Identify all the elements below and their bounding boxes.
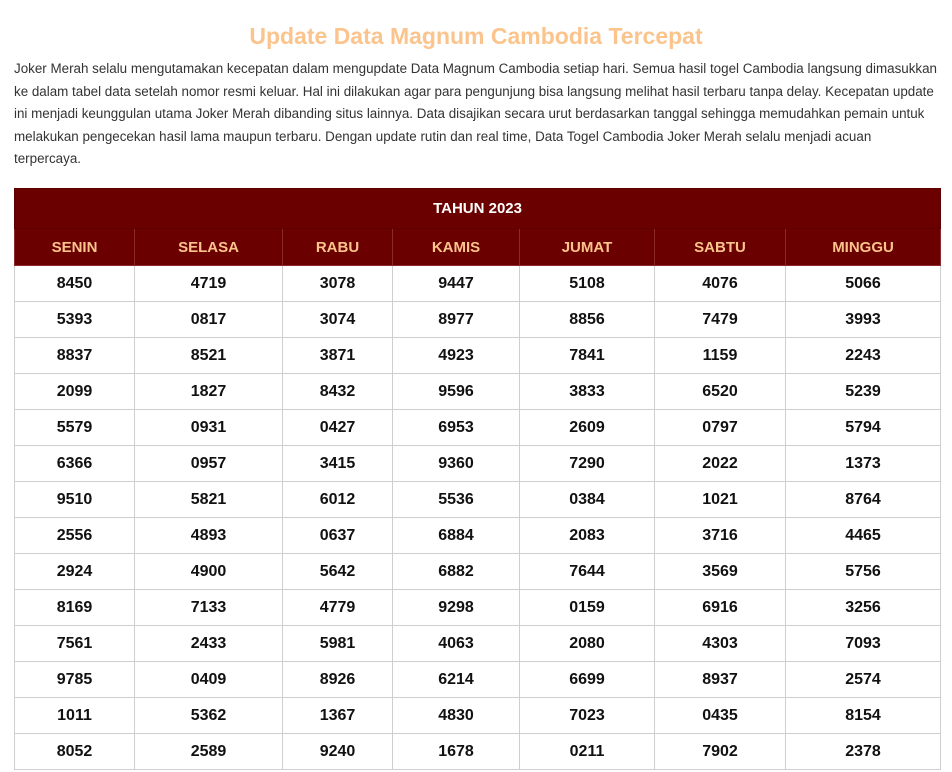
result-cell: 4465 — [786, 518, 941, 554]
table-row — [15, 518, 941, 554]
result-cell: 9510 — [15, 482, 135, 518]
result-cell: 6882 — [393, 554, 520, 590]
result-cell: 7290 — [520, 446, 655, 482]
result-cell: 8926 — [283, 662, 393, 698]
result-cell: 7561 — [15, 626, 135, 662]
result-cell: 3256 — [786, 590, 941, 626]
result-cell: 7479 — [655, 302, 786, 338]
result-cell: 2022 — [655, 446, 786, 482]
result-cell: 6916 — [655, 590, 786, 626]
result-cell: 0384 — [520, 482, 655, 518]
result-cell: 1011 — [15, 698, 135, 734]
year-header-row — [15, 189, 941, 229]
results-table — [14, 188, 941, 770]
result-cell: 2609 — [520, 410, 655, 446]
result-cell: 4779 — [283, 590, 393, 626]
day-header: KAMIS — [393, 229, 520, 266]
table-row — [15, 698, 941, 734]
result-cell: 9298 — [393, 590, 520, 626]
result-cell: 3833 — [520, 374, 655, 410]
result-cell: 5642 — [283, 554, 393, 590]
page-title: Update Data Magnum Cambodia Tercepat — [249, 23, 703, 49]
result-cell: 1373 — [786, 446, 941, 482]
result-cell: 3993 — [786, 302, 941, 338]
result-cell: 0427 — [283, 410, 393, 446]
result-cell: 5362 — [135, 698, 283, 734]
results-table-body — [15, 266, 941, 770]
result-cell: 5821 — [135, 482, 283, 518]
result-cell: 6214 — [393, 662, 520, 698]
result-cell: 2099 — [15, 374, 135, 410]
result-cell: 6884 — [393, 518, 520, 554]
table-row — [15, 662, 941, 698]
result-cell: 1159 — [655, 338, 786, 374]
result-cell: 2080 — [520, 626, 655, 662]
table-row — [15, 734, 941, 770]
result-cell: 5393 — [15, 302, 135, 338]
result-cell: 1021 — [655, 482, 786, 518]
results-table-wrapper — [14, 188, 940, 770]
table-row — [15, 302, 941, 338]
result-cell: 3078 — [283, 266, 393, 302]
result-cell: 6520 — [655, 374, 786, 410]
result-cell: 3074 — [283, 302, 393, 338]
result-cell: 7133 — [135, 590, 283, 626]
intro-paragraph: Joker Merah selalu mengutamakan kecepatan dalam mengupdate Data Magnum Cambodia setiap hari. Semua hasil togel Cambodia langsung dimasukkan ke dalam tabel data setelah nomor resmi keluar. Hal ini dilakukan agar para pengunjung bisa langsung melihat hasil terbaru tanpa delay. Kecepatan update ini menjadi keunggulan utama Joker Merah dibanding situs lainnya. Data disajikan secara urut berdasarkan tanggal sehingga memudahkan pemain untuk melakukan pengecekan hasil lama maupun terbaru. Dengan update rutin dan real time, Data Togel Cambodia Joker Merah selalu menjadi acuan terpercaya. — [14, 61, 937, 166]
day-header: MINGGU — [786, 229, 941, 266]
result-cell: 8169 — [15, 590, 135, 626]
result-cell: 8937 — [655, 662, 786, 698]
result-cell: 1827 — [135, 374, 283, 410]
result-cell: 5108 — [520, 266, 655, 302]
result-cell: 2574 — [786, 662, 941, 698]
day-header: SENIN — [15, 229, 135, 266]
result-cell: 4923 — [393, 338, 520, 374]
result-cell: 0817 — [135, 302, 283, 338]
table-row — [15, 374, 941, 410]
result-cell: 5579 — [15, 410, 135, 446]
table-row — [15, 410, 941, 446]
result-cell: 8154 — [786, 698, 941, 734]
result-cell: 5981 — [283, 626, 393, 662]
result-cell: 9596 — [393, 374, 520, 410]
result-cell: 2589 — [135, 734, 283, 770]
result-cell: 2433 — [135, 626, 283, 662]
result-cell: 7841 — [520, 338, 655, 374]
result-cell: 0409 — [135, 662, 283, 698]
result-cell: 9785 — [15, 662, 135, 698]
result-cell: 2083 — [520, 518, 655, 554]
result-cell: 1678 — [393, 734, 520, 770]
result-cell: 3871 — [283, 338, 393, 374]
table-row — [15, 626, 941, 662]
result-cell: 3569 — [655, 554, 786, 590]
result-cell: 6012 — [283, 482, 393, 518]
result-cell: 2378 — [786, 734, 941, 770]
result-cell: 7093 — [786, 626, 941, 662]
result-cell: 5756 — [786, 554, 941, 590]
result-cell: 0637 — [283, 518, 393, 554]
day-header-row — [15, 229, 941, 266]
result-cell: 4303 — [655, 626, 786, 662]
result-cell: 6366 — [15, 446, 135, 482]
table-row — [15, 446, 941, 482]
table-row — [15, 482, 941, 518]
day-header: JUMAT — [520, 229, 655, 266]
result-cell: 8521 — [135, 338, 283, 374]
result-cell: 7644 — [520, 554, 655, 590]
result-cell: 8052 — [15, 734, 135, 770]
result-cell: 4893 — [135, 518, 283, 554]
result-cell: 5794 — [786, 410, 941, 446]
result-cell: 0931 — [135, 410, 283, 446]
day-header: SABTU — [655, 229, 786, 266]
result-cell: 8764 — [786, 482, 941, 518]
result-cell: 2243 — [786, 338, 941, 374]
result-cell: 9240 — [283, 734, 393, 770]
result-cell: 4900 — [135, 554, 283, 590]
result-cell: 4830 — [393, 698, 520, 734]
result-cell: 3716 — [655, 518, 786, 554]
result-cell: 4076 — [655, 266, 786, 302]
result-cell: 1367 — [283, 698, 393, 734]
result-cell: 0435 — [655, 698, 786, 734]
result-cell: 5536 — [393, 482, 520, 518]
result-cell: 5066 — [786, 266, 941, 302]
result-cell: 8432 — [283, 374, 393, 410]
result-cell: 0159 — [520, 590, 655, 626]
table-row — [15, 590, 941, 626]
result-cell: 0957 — [135, 446, 283, 482]
day-header: SELASA — [135, 229, 283, 266]
result-cell: 9360 — [393, 446, 520, 482]
result-cell: 7902 — [655, 734, 786, 770]
result-cell: 0211 — [520, 734, 655, 770]
result-cell: 2924 — [15, 554, 135, 590]
day-header: RABU — [283, 229, 393, 266]
result-cell: 0797 — [655, 410, 786, 446]
result-cell: 4719 — [135, 266, 283, 302]
table-row — [15, 266, 941, 302]
table-row — [15, 338, 941, 374]
result-cell: 5239 — [786, 374, 941, 410]
result-cell: 9447 — [393, 266, 520, 302]
result-cell: 3415 — [283, 446, 393, 482]
result-cell: 8450 — [15, 266, 135, 302]
result-cell: 6953 — [393, 410, 520, 446]
result-cell: 2556 — [15, 518, 135, 554]
result-cell: 8856 — [520, 302, 655, 338]
year-header: TAHUN 2023 — [15, 189, 941, 229]
result-cell: 7023 — [520, 698, 655, 734]
table-row — [15, 554, 941, 590]
result-cell: 6699 — [520, 662, 655, 698]
result-cell: 8837 — [15, 338, 135, 374]
result-cell: 8977 — [393, 302, 520, 338]
result-cell: 4063 — [393, 626, 520, 662]
